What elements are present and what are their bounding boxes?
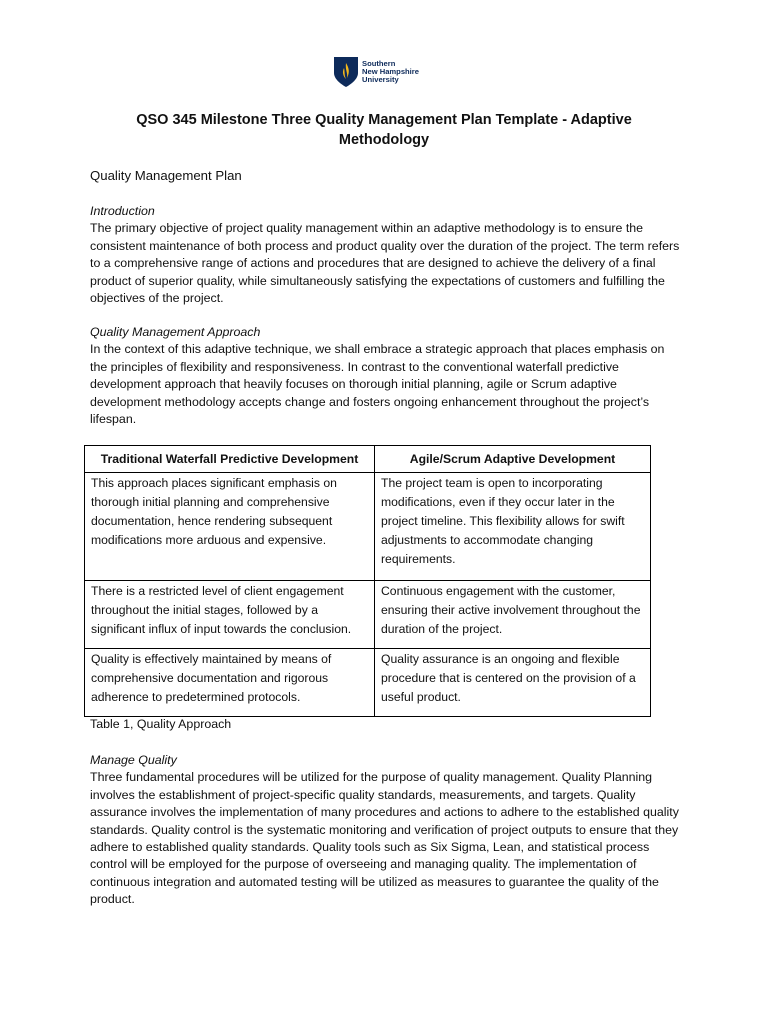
quality-approach-table <box>84 445 651 717</box>
document-title: QSO 345 Milestone Three Quality Management Plan Template - Adaptive Methodology <box>136 112 632 148</box>
table-cell: Quality assurance is an ongoing and flexible procedure that is centered on the provision of a useful product. <box>375 649 651 717</box>
logo-line: University <box>362 75 399 84</box>
table-caption: Table 1, Quality Approach <box>90 717 232 731</box>
manage-quality-heading: Manage Quality <box>90 753 177 767</box>
logo-line: Southern <box>362 59 396 68</box>
introduction-section <box>90 203 680 307</box>
section-subtitle: Quality Management Plan <box>90 168 242 183</box>
logo-line: New Hampshire <box>362 67 419 76</box>
manage-quality-body: Three fundamental procedures will be utilized for the purpose of quality management. Quality Planning involves the establishment of project-specific quality standards, measurements, and targets. Quality assurance involves the implementation of many procedures and actions to adhere to the established quality standards. Quality control is the systematic monitoring and verification of project outputs to ensure that they adhere to established quality standards. Quality tools such as Six Sigma, Lean, and statistical process control will be employed for the purpose of overseeing and managing quality. The implementation of continuous integration and automated testing will be utilized as measures to guarantee the quality of the product. <box>90 770 679 907</box>
approach-section <box>90 324 680 428</box>
table-header-cell: Traditional Waterfall Predictive Development <box>85 446 375 473</box>
manage-quality-section <box>90 752 680 909</box>
table-cell: The project team is open to incorporating modifications, even if they occur later in the project timeline. This flexibility allows for swift adjustments to accommodate changing requirements. <box>375 473 651 581</box>
university-logo <box>333 54 443 90</box>
table-row <box>85 649 651 717</box>
table-header-row <box>85 446 651 473</box>
table-cell: There is a restricted level of client engagement throughout the initial stages, followed by a significant influx of input towards the conclusion. <box>85 581 375 649</box>
approach-body: In the context of this adaptive technique, we shall embrace a strategic approach that places emphasis on the principles of flexibility and responsiveness. In contrast to the conventional waterfall predictive development approach that heavily focuses on thorough initial planning, agile or Scrum adaptive development methodology accepts change and fosters ongoing enhancement throughout the project’s lifespan. <box>90 342 665 427</box>
table-row <box>85 473 651 581</box>
table-row <box>85 581 651 649</box>
table-cell: This approach places significant emphasis on thorough initial planning and comprehensive documentation, hence rendering subsequent modifications more arduous and expensive. <box>85 473 375 581</box>
logo-wordmark <box>362 60 419 84</box>
approach-heading: Quality Management Approach <box>90 325 261 339</box>
introduction-heading: Introduction <box>90 204 155 218</box>
table-cell: Quality is effectively maintained by means of comprehensive documentation and rigorous adherence to predetermined protocols. <box>85 649 375 717</box>
shield-icon <box>333 56 359 88</box>
introduction-body: The primary objective of project quality management within an adaptive methodology is to ensure the consistent maintenance of both process and product quality over the duration of the project. The term refers to a comprehensive range of actions and procedures that are designed to achieve the delivery of a final product of superior quality, while simultaneously satisfying the expectations of customers and fulfilling the objectives of the project. <box>90 221 680 306</box>
table-cell: Continuous engagement with the customer, ensuring their active involvement throughout the duration of the project. <box>375 581 651 649</box>
table-header-cell: Agile/Scrum Adaptive Development <box>375 446 651 473</box>
